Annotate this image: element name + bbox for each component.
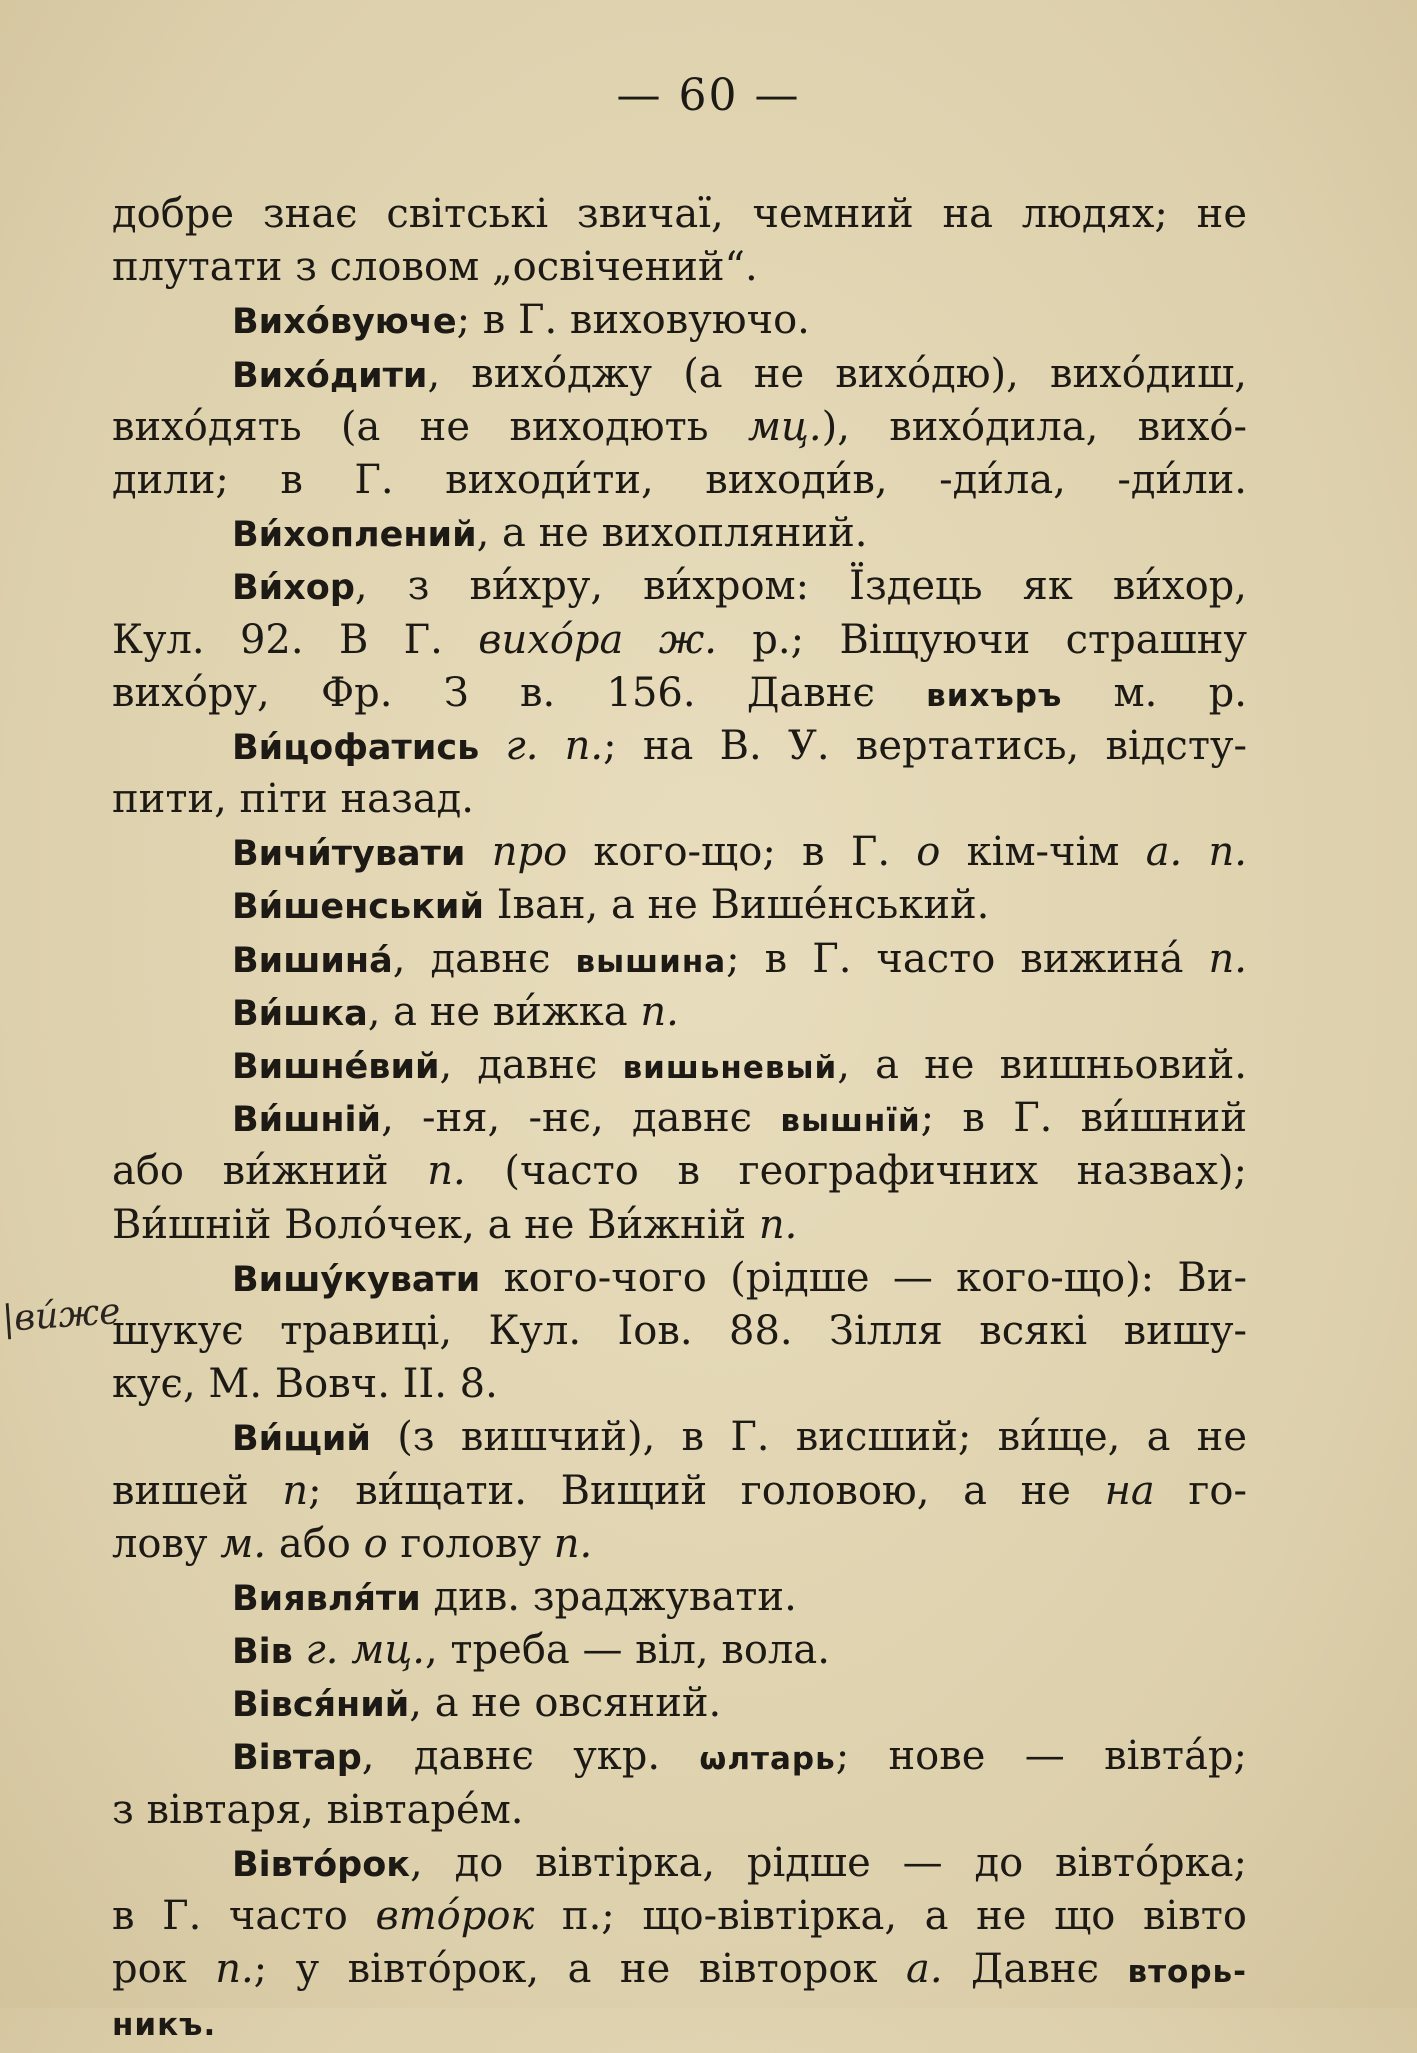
text-line — [112, 667, 1247, 720]
text: кого-чого (рідше — кого-що): Ви- — [480, 1254, 1247, 1301]
text-line — [112, 1943, 1247, 1996]
entry-line — [112, 1571, 1247, 1624]
text: ; на В. У. вертатись, відсту- — [603, 722, 1248, 769]
text: м. р. — [1062, 669, 1248, 716]
italic-note: на — [1104, 1467, 1155, 1514]
italic-note: м. — [220, 1520, 267, 1567]
text: , -ня, -нє, давнє — [381, 1095, 781, 1142]
text: шукує травиці, Кул. Іов. 88. Зілля всякі вишу- — [112, 1307, 1247, 1354]
old-slavonic-word: вторь- — [1127, 1954, 1248, 1991]
text-line — [112, 401, 1247, 454]
text — [479, 723, 505, 769]
page-number: — 60 — — [616, 70, 801, 121]
old-slavonic-word: никъ. — [112, 2007, 217, 2044]
text: в Г. часто — [112, 1893, 376, 1939]
text: вихо́ру, Фр. З в. 156. Давнє — [112, 669, 927, 716]
headword: Вівто́рок — [232, 1844, 411, 1885]
entry-line — [112, 1677, 1247, 1730]
text: Іван, а не Више́нський. — [483, 882, 990, 929]
dictionary-text — [112, 188, 1247, 2050]
italic-note: п. — [553, 1520, 593, 1567]
text-line — [112, 1784, 1247, 1837]
headword: Вівся́ний — [232, 1685, 410, 1726]
text: , давнє — [439, 1042, 623, 1088]
italic-note: г. мц. — [305, 1627, 425, 1674]
text: (з вишчий), в Г. висший; ви́ще, а не — [370, 1414, 1247, 1461]
italic-note: а. — [905, 1946, 943, 1993]
text-line — [112, 454, 1247, 507]
old-slavonic-word: вышина — [575, 943, 727, 980]
headword: Вихо́вуюче — [232, 302, 457, 343]
italic-note: п. — [215, 1946, 254, 1993]
text: рок — [112, 1946, 216, 1993]
text: з вівтаря, вівтаре́м. — [112, 1786, 524, 1833]
text: кім-чім — [940, 829, 1146, 876]
text: , до вівтірка, рідше — до вівто́рка; — [410, 1839, 1247, 1886]
text-line — [112, 188, 1247, 241]
headword: Ви́цофатись — [232, 727, 480, 768]
text: , вихо́джу (а не вихо́дю), вихо́диш, — [427, 350, 1247, 397]
old-slavonic-word: ѡлтарь — [699, 1741, 836, 1778]
text: ; у вівто́рок, а не вівторок — [253, 1946, 906, 1993]
italic-note: п. — [640, 988, 679, 1035]
headword: Ви́хор — [232, 568, 355, 609]
text: (часто в географичних назвах); — [465, 1148, 1248, 1195]
headword: Вишу́кувати — [232, 1259, 481, 1300]
text-line — [112, 1199, 1247, 1252]
text: ; в Г. часто вижина́ — [726, 935, 1209, 982]
text: , а не вишньовий. — [837, 1042, 1248, 1088]
italic-note: мц. — [747, 403, 822, 450]
text-line — [112, 241, 1247, 294]
text: кує, М. Вовч. II. 8. — [112, 1361, 498, 1408]
text: або — [266, 1520, 364, 1567]
entry-line — [112, 986, 1247, 1039]
headword: Вівтар — [232, 1738, 362, 1779]
text: кого-що; в Г. — [567, 829, 917, 876]
text: ; нове — вівта́р; — [835, 1733, 1247, 1780]
italic-note: про — [491, 829, 568, 876]
entry-line — [112, 1092, 1247, 1145]
entry-line — [112, 507, 1247, 560]
headword: Вишне́вий — [232, 1047, 440, 1087]
text: ), вихо́дила, вихо́- — [821, 403, 1247, 450]
text-line — [112, 1145, 1247, 1198]
text: п.; що-вівтірка, а не що вівто — [534, 1893, 1247, 1939]
entry-line — [112, 294, 1247, 347]
headword: Вихо́дити — [232, 355, 428, 396]
text-line — [112, 1465, 1247, 1518]
italic-note: п — [282, 1467, 309, 1514]
text: плутати з словом „освічений“. — [112, 244, 758, 291]
entry-line — [112, 348, 1247, 401]
text-line — [112, 614, 1247, 667]
text — [465, 829, 491, 875]
entry-line — [112, 1624, 1247, 1677]
text: ; ви́щати. Вищий головою, а не — [308, 1467, 1105, 1514]
margin-handwritten-note: |ви́же — [0, 1290, 122, 1341]
headword: Вишина́ — [232, 940, 393, 981]
text: , а не овсяний. — [409, 1680, 722, 1727]
old-slavonic-word: вишьневый — [622, 1050, 838, 1086]
text: , давнє — [392, 935, 576, 982]
text: Кул. 92. В Г. — [112, 616, 479, 663]
entry-line — [112, 1252, 1247, 1305]
text: го- — [1154, 1467, 1247, 1514]
entry-line — [112, 1411, 1247, 1464]
text: ; в Г. ви́шний — [920, 1095, 1247, 1142]
headword: Вичи́тувати — [232, 834, 466, 875]
text: пити, піти назад. — [112, 776, 475, 823]
text: добре знає світські звичаї, чемний на людях; не — [112, 191, 1247, 237]
text: дили; в Г. виходи́ти, виходи́в, -ди́ла, -ди́ли. — [112, 456, 1247, 503]
text: , з ви́хру, ви́хром: Їздець як ви́хор, — [354, 563, 1247, 610]
text: вишей — [112, 1467, 283, 1514]
text: лову — [112, 1520, 221, 1567]
text: Давнє — [942, 1946, 1128, 1993]
text — [293, 1627, 306, 1673]
text-line — [112, 1358, 1247, 1411]
text: вихо́дять (а не виходють — [112, 403, 748, 450]
italic-note: вто́рок — [375, 1893, 535, 1939]
italic-note: о — [363, 1520, 388, 1567]
italic-note: вихо́ра — [478, 616, 624, 663]
italic-note: а. п. — [1145, 829, 1247, 876]
text: р.; Віщуючи страшну — [716, 616, 1248, 663]
entry-line — [112, 560, 1247, 613]
headword: Ви́шенський — [232, 887, 484, 928]
entry-line — [112, 1730, 1247, 1783]
text: голову — [387, 1520, 554, 1567]
entry-line — [112, 720, 1247, 773]
text: або ви́жний — [112, 1148, 428, 1195]
text: див. зраджувати. — [420, 1573, 797, 1620]
headword: Ви́хоплений — [232, 515, 477, 556]
entry-line — [112, 1837, 1247, 1890]
entry-line — [112, 933, 1247, 986]
text-line — [112, 773, 1247, 826]
italic-note: г. п. — [505, 722, 604, 769]
text: ; в Г. виховуючо. — [456, 297, 810, 344]
text — [623, 617, 658, 663]
entry-line — [112, 1039, 1247, 1092]
headword: Ви́шка — [232, 993, 368, 1034]
text-line — [112, 1305, 1247, 1358]
headword: Вів — [232, 1632, 293, 1673]
old-slavonic-word: вышнїй — [780, 1103, 921, 1140]
italic-note: п. — [758, 1201, 798, 1248]
text: , давнє укр. — [361, 1733, 700, 1780]
headword: Ви́шній — [232, 1100, 382, 1141]
text: , а не вихопляний. — [476, 510, 868, 557]
headword: Ви́щий — [232, 1419, 371, 1460]
text: , а не ви́жка — [367, 988, 641, 1035]
text-line — [112, 1890, 1247, 1943]
italic-note: ж. — [658, 616, 717, 663]
entry-line — [112, 826, 1247, 879]
text: Ви́шній Воло́чек, а не Ви́жній — [112, 1201, 759, 1248]
italic-note: п. — [427, 1148, 466, 1195]
italic-note: о — [916, 829, 941, 876]
headword: Виявля́ти — [232, 1578, 421, 1619]
entry-line — [112, 879, 1247, 932]
text-line — [112, 1996, 1247, 2049]
text: , треба — віл, вола. — [424, 1627, 830, 1674]
text-line — [112, 1518, 1247, 1571]
italic-note: п. — [1208, 935, 1248, 982]
old-slavonic-word: вихъръ — [926, 677, 1063, 714]
